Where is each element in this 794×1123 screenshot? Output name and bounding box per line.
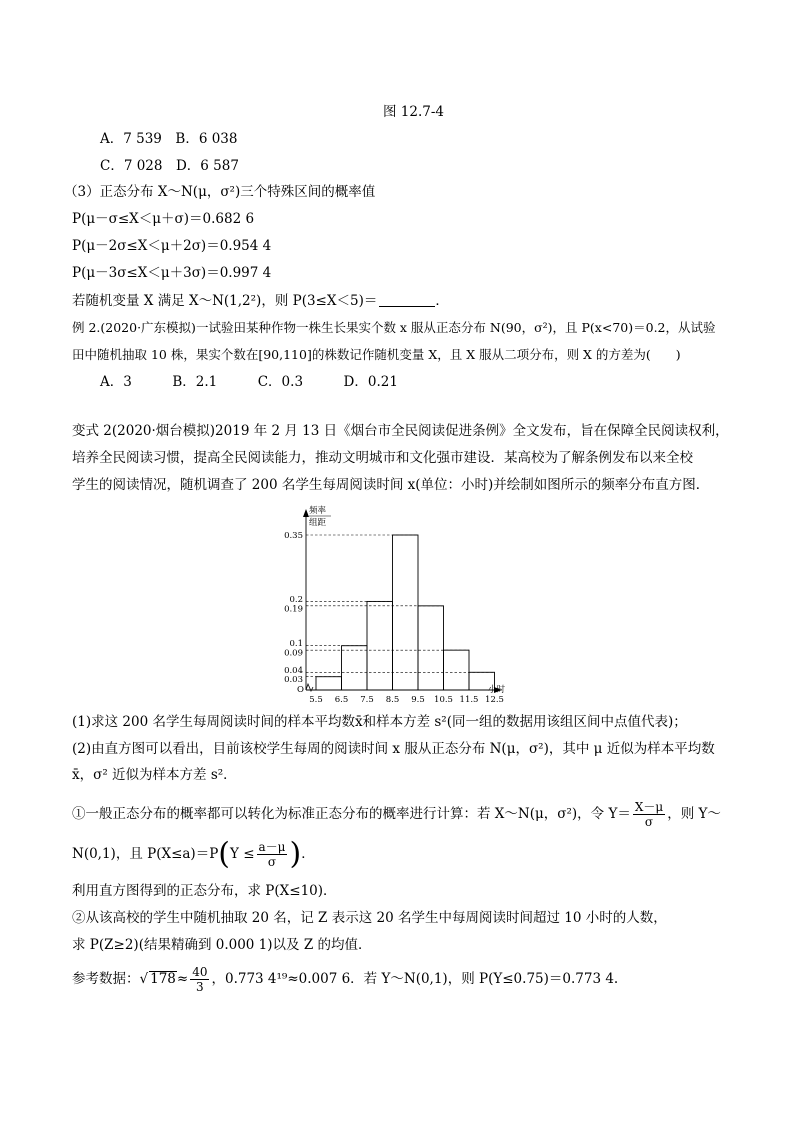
example2-line1: 例 2.(2020·广东模拟)一试验田某种作物一株生长果实个数 x 服从正态分布 N(90，σ²)，且 P(x<70)＝0.2，从试验 [72,320,716,335]
x-tick-label: 8.5 [385,695,400,705]
approx-sign: ≈ [176,971,189,987]
x-tick-label: 12.5 [485,695,504,705]
axes [303,509,502,693]
options-ab: A．7 539 B．6 038 [100,131,238,147]
reference-fraction [190,965,209,994]
question2a-text: ①一般正态分布的概率都可以转化为标准正态分布的概率进行计算：若 X～N(μ，σ²)，令 Y＝ [72,806,631,822]
question2a-line3: 利用直方图得到的正态分布，求 P(X≤10)． [72,883,337,899]
sqrt-radicand: 178 [150,971,176,987]
question2-line1: (2)由直方图可以看出，目前该校学生每周的阅读时间 x 服从正态分布 N(μ，σ²)，其中 μ 近似为样本平均数 [72,741,715,757]
question2a-line1 [72,799,721,829]
prob-three-sigma: P(μ－3σ≤X＜μ＋3σ)＝0.997 4 [72,265,272,281]
histogram-bar [444,650,470,690]
exercise-question [72,292,449,310]
variant2-line1: 变式 2(2020·烟台模拟)2019 年 2 月 13 日《烟台市全民阅读促进条例》全文发布，旨在保障全民阅读权利， [72,423,729,439]
fraction-numerator: X－μ [634,800,664,814]
bound-denominator: σ [267,855,277,869]
y-tick-label: 0.09 [284,648,303,659]
histogram-bar [342,646,368,690]
histogram-bar [367,601,393,690]
question2a2-end: ． [301,846,315,862]
variant2-line2: 培养全民阅读习惯，提高全民阅读能力，推动文明城市和文化强市建设．某高校为了解条例发布以来全校 [72,450,693,466]
options-cd: C．7 028 D．6 587 [100,158,239,174]
question2a-line2: N(0,1)，且 P(X≤a)＝P(Y ≤ $\frac{a-\mu}{\sigma}$ )． [72,836,315,872]
reference-data: 参考数据：√ 178≈ $\frac{40}{3}$ ，0.773 4¹⁹≈0.007 6．若 Y～N(0,1)，则 P(Y≤0.75)＝0.773 4. [72,965,619,994]
variant2-line3: 学生的阅读情况，随机调查了 200 名学生每周阅读时间 x(单位：小时)并绘制如图所示的频率分布直方图． [72,477,710,493]
exercise-question-end: ． [435,293,449,309]
x-tick-label: 5.5 [309,695,323,705]
origin-label: O [297,685,304,695]
bound-fraction [257,840,288,869]
x-tick-label: 6.5 [334,695,349,705]
x-tick-label: 9.5 [411,695,425,705]
figure-caption: 图 12.7-4 [383,104,445,120]
example2-options: A．3 B．2.1 C．0.3 D．0.21 [100,374,398,390]
y-tick-label: 0.2 [289,594,303,605]
y-tick-label: 0.19 [284,604,303,615]
question2b-line1: ②从该高校的学生中随机抽取 20 名，记 Z 表示这 20 名学生中每周阅读时间超过 10 小时的人数， [72,910,667,926]
y-tick-label: 0.03 [284,675,303,686]
reference-numerator: 40 [192,965,208,979]
bound-numerator: a－μ [258,840,286,854]
prob-two-sigma: P(μ－2σ≤X＜μ＋2σ)＝0.954 4 [72,238,272,254]
question2a2-inner: Y ≤ [230,846,255,862]
question2a2-text: N(0,1)，且 P(X≤a)＝P [72,846,219,862]
y-label-bottom: 组距 [309,518,327,528]
histogram-bar [418,606,444,690]
x-tick-label: 11.5 [459,695,479,705]
x-tick-label: 10.5 [434,695,453,705]
y-tick-label: 0.35 [284,531,303,541]
answer-blank [379,292,435,307]
y-tick-label: 0.1 [289,639,303,650]
example2-line2: 田中随机抽取 10 株，果实个数在[90,110]的株数记作随机变量 X，且 X 服从二项分布，则 X 的方差为( ) [72,347,681,362]
reference-denominator: 3 [196,980,204,994]
reference-label: 参考数据： [72,971,140,987]
x-axis-label: 小时 [488,685,506,695]
section3-title: （3）正态分布 X～N(μ，σ²)三个特殊区间的概率值 [64,184,376,200]
x-tick-label: 7.5 [360,695,374,705]
exercise-question-text: 若随机变量 X 满足 X～N(1,2²)，则 P(3≤X＜5)＝ [72,293,378,309]
reference-rest: ，0.773 4¹⁹≈0.007 6．若 Y～N(0,1)，则 P(Y≤0.75)＝0.773 4. [211,971,619,987]
histogram-bar [393,535,419,690]
prob-one-sigma: P(μ－σ≤X＜μ＋σ)＝0.682 6 [72,211,255,227]
y-tick-label: 0.04 [284,665,303,676]
question2a-text-end: ，则 Y～ [667,806,721,822]
question2-line2: x̄，σ² 近似为样本方差 s²． [72,767,237,783]
histogram-bar [316,677,342,690]
question2b-line2: 求 P(Z≥2)(结果精确到 0.000 1)以及 Z 的均值． [72,937,372,953]
fraction-denominator: σ [644,815,654,829]
frequency-histogram [276,505,516,705]
standardization-fraction [633,800,665,829]
question1: (1)求这 200 名学生每周阅读时间的样本平均数x̄和样本方差 s²(同一组的数据用该组区间中点值代表)； [72,714,687,730]
y-label-top: 频率 [309,506,327,516]
